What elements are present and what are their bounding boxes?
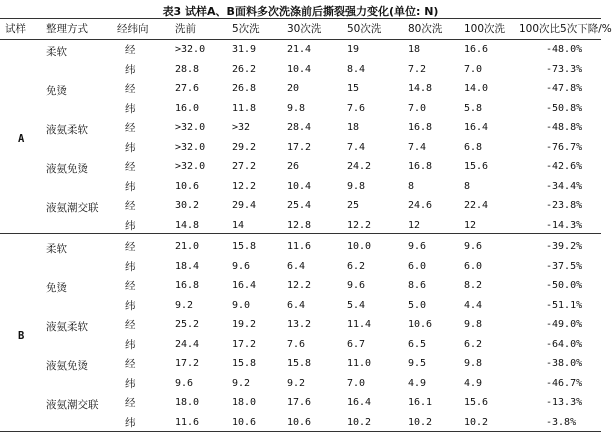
cell-before-wash: 28.8 <box>175 63 200 75</box>
cell-decline: -46.7% <box>546 377 583 389</box>
cell-100-washes: 6.8 <box>464 141 483 153</box>
direction-label: 经 <box>125 319 136 331</box>
cell-30-washes: 17.2 <box>287 141 312 153</box>
header-direction: 经纬向 <box>117 23 149 35</box>
cell-80-washes: 7.4 <box>408 141 427 153</box>
cell-before-wash: 24.4 <box>175 338 200 350</box>
header-bottom-rule <box>0 39 601 40</box>
cell-30-washes: 10.4 <box>287 63 312 75</box>
header-5-washes: 5次洗 <box>232 23 260 35</box>
cell-before-wash: 18.0 <box>175 397 200 408</box>
cell-100-washes: 15.6 <box>464 397 489 408</box>
cell-before-wash: 21.0 <box>175 241 200 252</box>
cell-before-wash: 16.8 <box>175 280 200 291</box>
cell-30-washes: 12.2 <box>287 280 312 291</box>
cell-before-wash: 14.8 <box>175 219 200 231</box>
cell-80-washes: 12 <box>408 219 421 231</box>
cell-80-washes: 6.0 <box>408 260 427 272</box>
cell-before-wash: 18.4 <box>175 260 200 272</box>
cell-50-washes: 16.4 <box>347 397 372 408</box>
cell-80-washes: 6.5 <box>408 338 427 350</box>
cell-5-washes: 16.4 <box>232 280 257 291</box>
cell-100-washes: 14.0 <box>464 83 489 94</box>
cell-80-washes: 8 <box>408 180 415 192</box>
cell-100-washes: 8 <box>464 180 471 192</box>
cell-5-washes: 26.8 <box>232 83 257 94</box>
cell-decline: -34.4% <box>546 180 583 192</box>
direction-label: 经 <box>125 241 136 253</box>
cell-30-washes: 28.4 <box>287 122 312 133</box>
table-bottom-rule <box>0 431 601 432</box>
cell-5-washes: 15.8 <box>232 241 257 252</box>
header-30-washes: 30次洗 <box>287 23 322 35</box>
cell-50-washes: 10.2 <box>347 416 372 428</box>
cell-decline: -48.8% <box>546 122 583 133</box>
direction-label: 经 <box>125 161 136 173</box>
cell-50-washes: 19 <box>347 44 360 55</box>
cell-decline: -73.3% <box>546 63 583 75</box>
cell-before-wash: 17.2 <box>175 358 200 369</box>
cell-before-wash: 9.6 <box>175 377 194 389</box>
cell-50-washes: 18 <box>347 122 360 133</box>
header-100-washes: 100次洗 <box>464 23 506 35</box>
cell-80-washes: 5.0 <box>408 299 427 311</box>
cell-5-washes: 9.2 <box>232 377 251 389</box>
cell-decline: -13.3% <box>546 397 583 408</box>
direction-label: 经 <box>125 280 136 292</box>
direction-label: 经 <box>125 83 136 95</box>
cell-before-wash: >32.0 <box>175 161 206 172</box>
cell-decline: -23.8% <box>546 200 583 211</box>
cell-30-washes: 21.4 <box>287 44 312 55</box>
direction-label: 纬 <box>125 180 136 193</box>
cell-30-washes: 9.8 <box>287 102 306 114</box>
cell-30-washes: 15.8 <box>287 358 312 369</box>
cell-50-washes: 24.2 <box>347 161 372 172</box>
cell-5-washes: 11.8 <box>232 102 257 114</box>
cell-30-washes: 10.6 <box>287 416 312 428</box>
cell-decline: -47.8% <box>546 83 583 94</box>
cell-5-washes: 12.2 <box>232 180 257 192</box>
direction-label: 纬 <box>125 377 136 390</box>
cell-80-washes: 8.6 <box>408 280 427 291</box>
cell-100-washes: 4.9 <box>464 377 483 389</box>
treatment-name: 液氨柔软 <box>46 320 88 333</box>
direction-label: 纬 <box>125 260 136 273</box>
direction-label: 经 <box>125 397 136 409</box>
cell-80-washes: 9.5 <box>408 358 427 369</box>
sample-label: A <box>18 132 25 145</box>
cell-before-wash: 11.6 <box>175 416 200 428</box>
cell-30-washes: 7.6 <box>287 338 306 350</box>
cell-before-wash: 30.2 <box>175 200 200 211</box>
cell-50-washes: 7.0 <box>347 377 366 389</box>
treatment-name: 柔软 <box>46 242 67 255</box>
treatment-name: 液氨潮交联 <box>46 398 99 411</box>
cell-30-washes: 11.6 <box>287 241 312 252</box>
cell-100-washes: 16.4 <box>464 122 489 133</box>
cell-decline: -38.0% <box>546 358 583 369</box>
cell-100-washes: 7.0 <box>464 63 483 75</box>
direction-label: 纬 <box>125 219 136 232</box>
cell-5-washes: 10.6 <box>232 416 257 428</box>
header-sample: 试样 <box>5 23 26 35</box>
cell-80-washes: 10.2 <box>408 416 433 428</box>
cell-decline: -76.7% <box>546 141 583 153</box>
treatment-name: 免烫 <box>46 281 67 294</box>
direction-label: 纬 <box>125 141 136 154</box>
cell-5-washes: 19.2 <box>232 319 257 330</box>
cell-before-wash: 25.2 <box>175 319 200 330</box>
direction-label: 经 <box>125 122 136 134</box>
cell-decline: -51.1% <box>546 299 583 311</box>
cell-100-washes: 9.8 <box>464 358 483 369</box>
cell-80-washes: 16.1 <box>408 397 433 408</box>
cell-decline: -64.0% <box>546 338 583 350</box>
cell-50-washes: 8.4 <box>347 63 366 75</box>
cell-50-washes: 25 <box>347 200 360 211</box>
cell-decline: -37.5% <box>546 260 583 272</box>
cell-50-washes: 7.6 <box>347 102 366 114</box>
table-caption: 表3 试样A、B面料多次洗涤前后撕裂强力变化(单位: N) <box>162 5 439 18</box>
direction-label: 经 <box>125 200 136 212</box>
treatment-name: 免烫 <box>46 84 67 97</box>
cell-100-washes: 6.0 <box>464 260 483 272</box>
cell-5-washes: 14 <box>232 219 245 231</box>
cell-decline: -42.6% <box>546 161 583 172</box>
cell-before-wash: 9.2 <box>175 299 194 311</box>
header-80-washes: 80次洗 <box>408 23 443 35</box>
cell-50-washes: 10.0 <box>347 241 372 252</box>
cell-80-washes: 14.8 <box>408 83 433 94</box>
cell-decline: -14.3% <box>546 219 583 231</box>
cell-30-washes: 25.4 <box>287 200 312 211</box>
cell-30-washes: 10.4 <box>287 180 312 192</box>
treatment-name: 柔软 <box>46 45 67 58</box>
header-decline: 100次比5次下降/% <box>519 23 612 35</box>
cell-30-washes: 6.4 <box>287 299 306 311</box>
cell-80-washes: 7.2 <box>408 63 427 75</box>
cell-100-washes: 16.6 <box>464 44 489 55</box>
cell-50-washes: 11.0 <box>347 358 372 369</box>
treatment-name: 液氨潮交联 <box>46 201 99 214</box>
cell-before-wash: >32.0 <box>175 141 206 153</box>
cell-30-washes: 17.6 <box>287 397 312 408</box>
cell-decline: -49.0% <box>546 319 583 330</box>
header-before-wash: 洗前 <box>175 23 196 35</box>
cell-50-washes: 15 <box>347 83 360 94</box>
cell-100-washes: 8.2 <box>464 280 483 291</box>
cell-80-washes: 4.9 <box>408 377 427 389</box>
cell-100-washes: 9.8 <box>464 319 483 330</box>
direction-label: 经 <box>125 358 136 370</box>
cell-5-washes: 31.9 <box>232 44 257 55</box>
cell-80-washes: 16.8 <box>408 161 433 172</box>
cell-30-washes: 13.2 <box>287 319 312 330</box>
cell-100-washes: 15.6 <box>464 161 489 172</box>
direction-label: 纬 <box>125 299 136 312</box>
sample-label: B <box>18 329 25 342</box>
cell-80-washes: 10.6 <box>408 319 433 330</box>
direction-label: 纬 <box>125 416 136 429</box>
cell-100-washes: 4.4 <box>464 299 483 311</box>
cell-50-washes: 6.2 <box>347 260 366 272</box>
cell-30-washes: 26 <box>287 161 300 172</box>
cell-decline: -48.0% <box>546 44 583 55</box>
direction-label: 纬 <box>125 102 136 115</box>
treatment-name: 液氨免烫 <box>46 359 88 372</box>
cell-decline: -50.0% <box>546 280 583 291</box>
cell-100-washes: 9.6 <box>464 241 483 252</box>
cell-decline: -3.8% <box>546 416 577 428</box>
cell-50-washes: 9.8 <box>347 180 366 192</box>
cell-80-washes: 24.6 <box>408 200 433 211</box>
cell-50-washes: 7.4 <box>347 141 366 153</box>
cell-5-washes: 9.6 <box>232 260 251 272</box>
cell-5-washes: 15.8 <box>232 358 257 369</box>
cell-before-wash: 10.6 <box>175 180 200 192</box>
cell-before-wash: 27.6 <box>175 83 200 94</box>
cell-50-washes: 12.2 <box>347 219 372 231</box>
cell-5-washes: 18.0 <box>232 397 257 408</box>
cell-30-washes: 20 <box>287 83 300 94</box>
cell-80-washes: 7.0 <box>408 102 427 114</box>
cell-30-washes: 6.4 <box>287 260 306 272</box>
cell-80-washes: 16.8 <box>408 122 433 133</box>
cell-decline: -50.8% <box>546 102 583 114</box>
cell-before-wash: >32.0 <box>175 122 206 133</box>
group-divider-rule <box>0 233 601 234</box>
cell-5-washes: >32 <box>232 122 251 133</box>
cell-5-washes: 29.4 <box>232 200 257 211</box>
cell-before-wash: 16.0 <box>175 102 200 114</box>
cell-5-washes: 9.0 <box>232 299 251 311</box>
cell-50-washes: 5.4 <box>347 299 366 311</box>
cell-100-washes: 12 <box>464 219 477 231</box>
cell-50-washes: 9.6 <box>347 280 366 291</box>
cell-5-washes: 26.2 <box>232 63 257 75</box>
cell-100-washes: 6.2 <box>464 338 483 350</box>
cell-50-washes: 11.4 <box>347 319 372 330</box>
cell-100-washes: 22.4 <box>464 200 489 211</box>
cell-50-washes: 6.7 <box>347 338 366 350</box>
table-top-rule <box>0 18 601 19</box>
cell-5-washes: 17.2 <box>232 338 257 350</box>
cell-decline: -39.2% <box>546 241 583 252</box>
direction-label: 纬 <box>125 338 136 351</box>
cell-before-wash: >32.0 <box>175 44 206 55</box>
cell-100-washes: 5.8 <box>464 102 483 114</box>
direction-label: 经 <box>125 44 136 56</box>
cell-30-washes: 12.8 <box>287 219 312 231</box>
cell-100-washes: 10.2 <box>464 416 489 428</box>
cell-80-washes: 18 <box>408 44 421 55</box>
cell-5-washes: 27.2 <box>232 161 257 172</box>
treatment-name: 液氨柔软 <box>46 123 88 136</box>
header-50-washes: 50次洗 <box>347 23 382 35</box>
header-treatment: 整理方式 <box>46 23 88 35</box>
cell-30-washes: 9.2 <box>287 377 306 389</box>
cell-80-washes: 9.6 <box>408 241 427 252</box>
cell-5-washes: 29.2 <box>232 141 257 153</box>
treatment-name: 液氨免烫 <box>46 162 88 175</box>
direction-label: 纬 <box>125 63 136 76</box>
